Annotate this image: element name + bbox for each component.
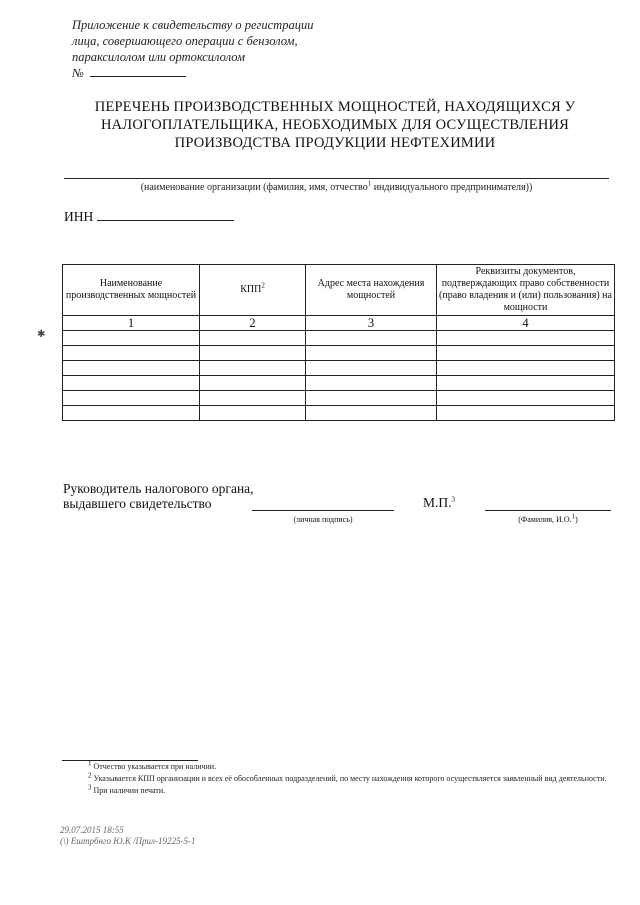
inn-blank-line[interactable] <box>97 207 234 221</box>
table-header-row <box>63 265 615 316</box>
table-cell[interactable] <box>437 361 615 376</box>
table-cell[interactable] <box>200 331 306 346</box>
table-cell[interactable] <box>306 391 437 406</box>
org-caption-text: (наименование организации (фамилия, имя, отчество <box>140 182 368 193</box>
fio-footnote-mark: 1 <box>571 512 576 521</box>
appendix-line-2: лица, совершающего операции с бензолом, <box>72 34 298 48</box>
table-row <box>63 331 615 346</box>
inn-field <box>64 207 234 225</box>
appendix-number <box>72 65 392 81</box>
table-cell[interactable] <box>437 331 615 346</box>
table-row <box>63 406 615 421</box>
table-cell[interactable] <box>306 406 437 421</box>
number-blank-line[interactable] <box>90 65 186 77</box>
table-cell[interactable] <box>200 346 306 361</box>
table-cell[interactable] <box>63 361 200 376</box>
table-row <box>63 361 615 376</box>
full-name-caption <box>485 512 611 524</box>
table-cell[interactable] <box>63 406 200 421</box>
inn-label: ИНН <box>64 209 94 224</box>
table-cell[interactable] <box>200 406 306 421</box>
seal-label: М.П. <box>423 495 452 510</box>
header-kpp: КПП$^2$ <box>200 265 306 316</box>
signature-line[interactable] <box>252 510 394 511</box>
seal-footnote-mark: 3 <box>451 495 456 504</box>
org-caption-text-end: индивидуального предпринимателя)) <box>371 182 533 193</box>
table-cell[interactable] <box>63 391 200 406</box>
appendix-note <box>72 17 392 81</box>
organization-name-line[interactable] <box>64 178 609 179</box>
fio-caption-text: (Фамилия, И.О. <box>518 515 572 524</box>
title-line-3: ПРОИЗВОДСТВА ПРОДУКЦИИ НЕФТЕХИМИИ <box>174 135 496 151</box>
table-cell[interactable] <box>306 376 437 391</box>
column-number-row <box>63 316 615 331</box>
signature-caption: (личная подпись) <box>293 515 353 524</box>
organization-caption <box>64 179 609 193</box>
org-caption-footnote-mark: 1 <box>367 179 372 188</box>
document-stamp <box>60 825 195 847</box>
table-cell[interactable] <box>63 331 200 346</box>
table-cell[interactable] <box>63 376 200 391</box>
table-row <box>63 376 615 391</box>
column-number: 4 <box>437 316 615 331</box>
table-cell[interactable] <box>63 346 200 361</box>
seal-placeholder <box>423 495 455 511</box>
header-documents: Реквизиты документов, подтверждающих право собственности (право владения и (или) пользования) на мощности <box>437 265 615 316</box>
title-line-1: ПЕРЕЧЕНЬ ПРОИЗВОДСТВЕННЫХ МОЩНОСТЕЙ, НАХОДЯЩИХСЯ У <box>94 99 576 115</box>
full-name-line[interactable] <box>485 510 611 511</box>
column-number: 2 <box>200 316 306 331</box>
capacities-table <box>62 264 615 421</box>
footnote-2: $^2$ Указывается КПП организации и всех её обособленных подразделений, по месту нахождения которого осуществляется заявленный вид деятельности. <box>88 771 607 783</box>
footnote-3: $^3$ При наличии печати. <box>88 783 166 795</box>
title-line-2: НАЛОГОПЛАТЕЛЬЩИКА, НЕОБХОДИМЫХ ДЛЯ ОСУЩЕСТВЛЕНИЯ <box>100 117 570 133</box>
header-address: Адрес места нахождения мощностей <box>306 265 437 316</box>
stamp-line-2: (\) Ештрбнго Ю.К /Прил-19225-5-1 <box>60 836 196 846</box>
table-cell[interactable] <box>437 406 615 421</box>
stamp-line-1: 29.07.2015 18:55 <box>60 825 124 835</box>
table-cell[interactable] <box>200 376 306 391</box>
document-title <box>60 98 610 152</box>
table-cell[interactable] <box>306 346 437 361</box>
table-cell[interactable] <box>437 376 615 391</box>
header-capacity-name: Наименование производственных мощностей <box>63 265 200 316</box>
table-cell[interactable] <box>437 346 615 361</box>
footnotes <box>62 761 610 797</box>
tax-authority-head-label <box>63 481 254 511</box>
head-label-line-1: Руководитель налогового органа, <box>63 481 254 496</box>
column-number: 1 <box>63 316 200 331</box>
head-label-line-2: выдавшего свидетельство <box>63 496 212 511</box>
number-label: № <box>72 66 84 80</box>
footnote-1: $^1$ Отчество указывается при наличии. <box>88 759 217 771</box>
appendix-line-1: Приложение к свидетельству о регистрации <box>72 18 314 32</box>
table-row <box>63 346 615 361</box>
table-cell[interactable] <box>200 391 306 406</box>
table-row <box>63 391 615 406</box>
table-cell[interactable] <box>306 361 437 376</box>
table-cell[interactable] <box>200 361 306 376</box>
column-number: 3 <box>306 316 437 331</box>
table-cell[interactable] <box>437 391 615 406</box>
table-cell[interactable] <box>306 331 437 346</box>
fio-caption-end: ) <box>575 515 578 524</box>
appendix-line-3: параксилолом или ортоксилолом <box>72 50 245 64</box>
margin-mark-icon: ✱ <box>37 329 46 340</box>
